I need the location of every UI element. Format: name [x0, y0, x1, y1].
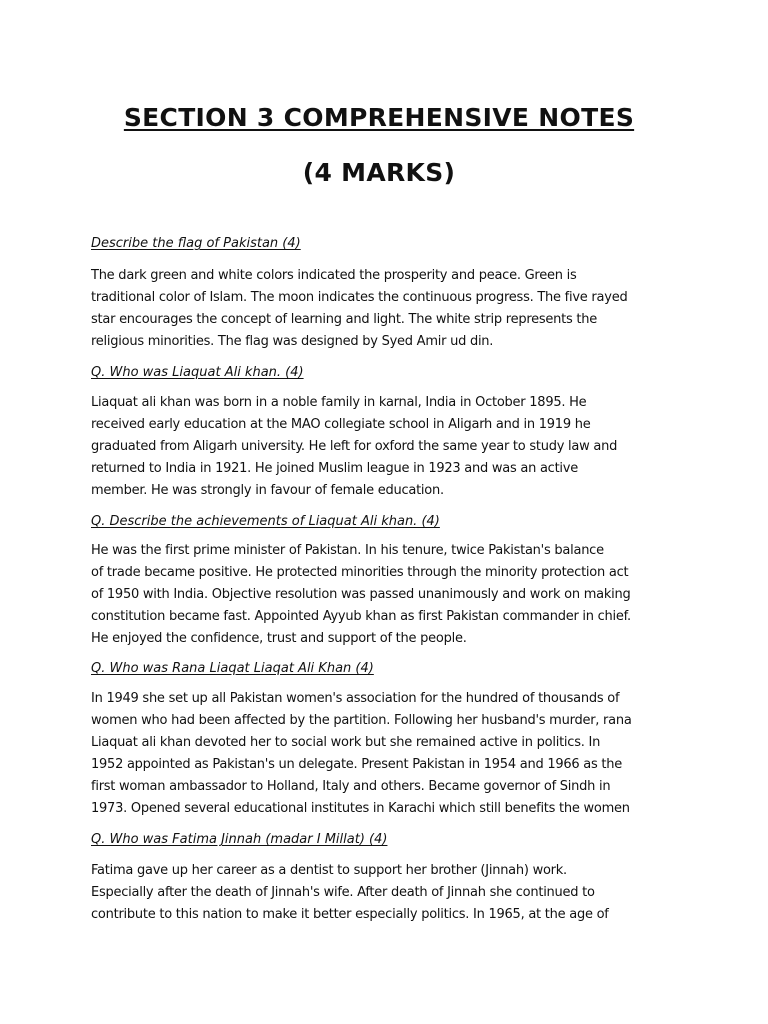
- body-line: Liaquat ali khan was born in a noble family in karnal, India in October 1895. He: [91, 395, 587, 410]
- section-heading-fatima: Q. Who was Fatima Jinnah (madar I Millat) (4): [91, 832, 388, 847]
- section-heading-liaquat: Q. Who was Liaquat Ali khan. (4): [91, 365, 304, 380]
- section-body-achievements: [91, 540, 691, 650]
- body-line: first woman ambassador to Holland, Italy and others. Became governor of Sindh in: [91, 779, 611, 794]
- section-heading-achievements: Q. Describe the achievements of Liaquat Ali khan. (4): [91, 514, 440, 529]
- body-line: graduated from Aligarh university. He left for oxford the same year to study law and: [91, 439, 618, 454]
- section-body-liaquat: [91, 392, 691, 502]
- body-line: women who had been affected by the partition. Following her husband's murder, rana: [91, 713, 632, 728]
- body-line: 1952 appointed as Pakistan's un delegate. Present Pakistan in 1954 and 1966 as the: [91, 757, 622, 772]
- body-line: star encourages the concept of learning and light. The white strip represents the: [91, 312, 597, 327]
- section-heading-rana: Q. Who was Rana Liaqat Liaqat Ali Khan (4): [91, 661, 374, 676]
- body-line: He was the first prime minister of Pakistan. In his tenure, twice Pakistan's balance: [91, 543, 604, 558]
- section-heading-flag: Describe the flag of Pakistan (4): [91, 236, 301, 251]
- page-title: SECTION 3 COMPREHENSIVE NOTES: [123, 103, 635, 132]
- body-line: of trade became positive. He protected minorities through the minority protection act: [91, 565, 629, 580]
- section-body-flag: [91, 265, 691, 353]
- body-line: In 1949 she set up all Pakistan women's association for the hundred of thousands of: [91, 691, 620, 706]
- body-line: returned to India in 1921. He joined Muslim league in 1923 and was an active: [91, 461, 578, 476]
- body-line: Fatima gave up her career as a dentist to support her brother (Jinnah) work.: [91, 863, 567, 878]
- body-line: Liaquat ali khan devoted her to social work but she remained active in politics. In: [91, 735, 601, 750]
- body-line: 1973. Opened several educational institutes in Karachi which still benefits the women: [91, 801, 630, 816]
- body-line: The dark green and white colors indicated the prosperity and peace. Green is: [91, 268, 577, 283]
- section-body-rana: [91, 688, 691, 820]
- body-line: constitution became fast. Appointed Ayyub khan as first Pakistan commander in chief.: [91, 609, 631, 624]
- body-line: Especially after the death of Jinnah's wife. After death of Jinnah she continued to: [91, 885, 595, 900]
- page-subtitle: (4 MARKS): [302, 158, 456, 187]
- body-line: of 1950 with India. Objective resolution was passed unanimously and work on making: [91, 587, 631, 602]
- body-line: member. He was strongly in favour of female education.: [91, 483, 444, 498]
- body-line: received early education at the MAO collegiate school in Aligarh and in 1919 he: [91, 417, 591, 432]
- body-line: He enjoyed the confidence, trust and support of the people.: [91, 631, 467, 646]
- body-line: traditional color of Islam. The moon indicates the continuous progress. The five rayed: [91, 290, 628, 305]
- body-line: contribute to this nation to make it better especially politics. In 1965, at the age of: [91, 907, 609, 922]
- section-body-fatima: [91, 860, 691, 926]
- body-line: religious minorities. The flag was designed by Syed Amir ud din.: [91, 334, 494, 349]
